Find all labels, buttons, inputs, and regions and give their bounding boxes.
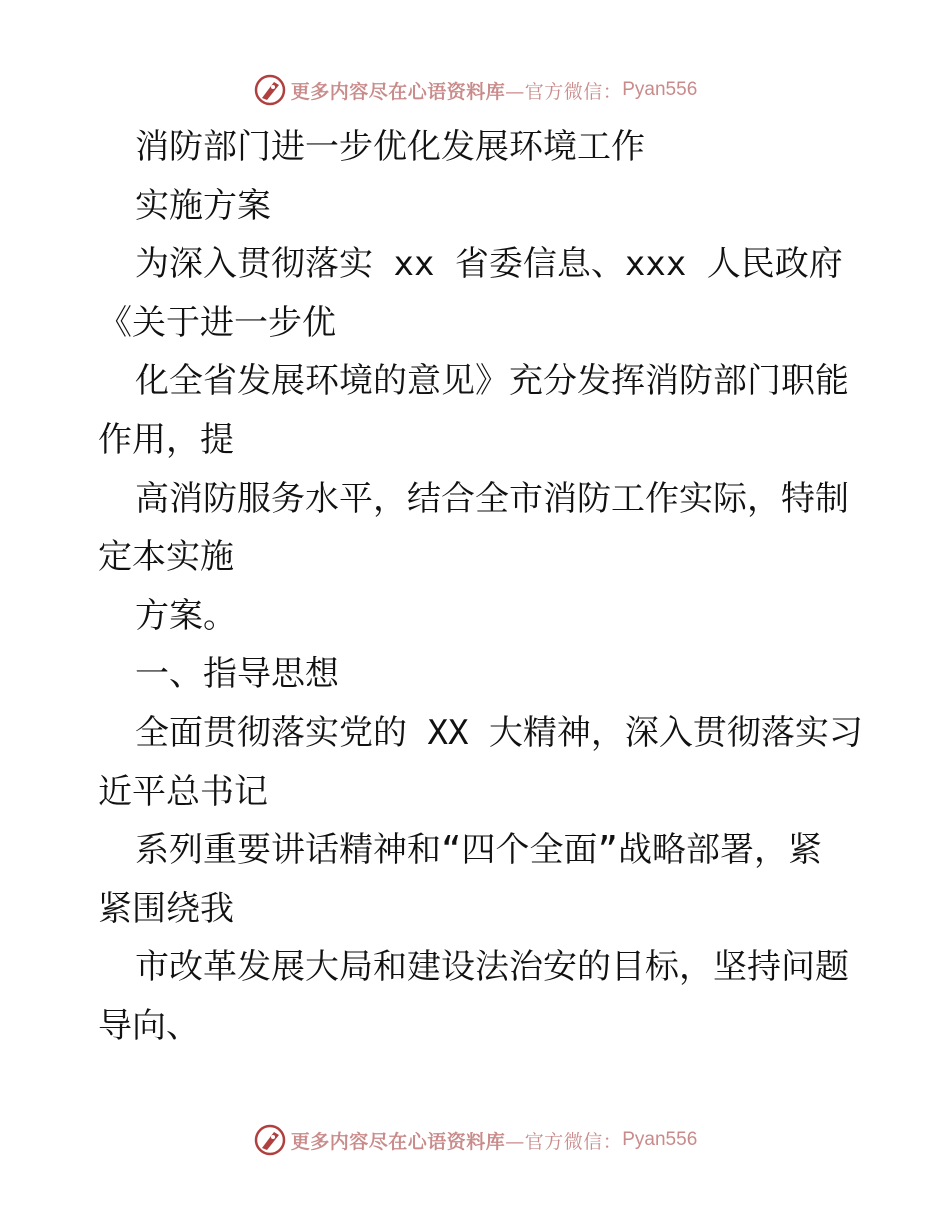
paragraph-line: 化全省发展环境的意见》充分发挥消防部门职能 — [135, 361, 849, 402]
document-body — [98, 118, 863, 1056]
paragraph-line: 市改革发展大局和建设法治安的目标，坚持问题 — [135, 947, 849, 988]
banner-wechat-id: Pyan556 — [622, 79, 698, 100]
pen-nib-logo-icon — [253, 73, 287, 107]
section-heading: 一、指导思想 — [135, 654, 339, 695]
pen-nib-logo-icon — [253, 1123, 287, 1157]
header-banner — [0, 70, 950, 110]
banner-site-text: 更多内容尽在心语资料库 — [290, 1130, 506, 1153]
banner-contact-label: —官方微信： — [505, 80, 623, 103]
paragraph-line: 为深入贯彻落实 xx 省委信息、xxx 人民政府 — [135, 244, 843, 285]
paragraph-line: 导向、 — [98, 1005, 200, 1046]
paragraph-line: 系列重要讲话精神和“四个全面”战略部署，紧 — [135, 830, 822, 871]
banner-site-text: 更多内容尽在心语资料库 — [290, 80, 506, 103]
document-subtitle: 实施方案 — [135, 185, 271, 226]
footer-banner — [0, 1120, 950, 1160]
banner-contact-label: —官方微信： — [505, 1130, 623, 1153]
document-title: 消防部门进一步优化发展环境工作 — [135, 127, 645, 167]
paragraph-line: 近平总书记 — [98, 771, 268, 812]
paragraph-line: 紧围绕我 — [98, 888, 234, 929]
paragraph-line: 《关于进一步优 — [98, 302, 336, 343]
paragraph-line: 全面贯彻落实党的 XX 大精神，深入贯彻落实习 — [135, 712, 863, 753]
paragraph-line: 高消防服务水平，结合全市消防工作实际，特制 — [135, 478, 849, 519]
paragraph-line: 定本实施 — [98, 537, 234, 578]
paragraph-line: 作用，提 — [98, 419, 234, 460]
paragraph-line: 方案。 — [135, 595, 237, 636]
banner-wechat-id: Pyan556 — [622, 1129, 698, 1150]
